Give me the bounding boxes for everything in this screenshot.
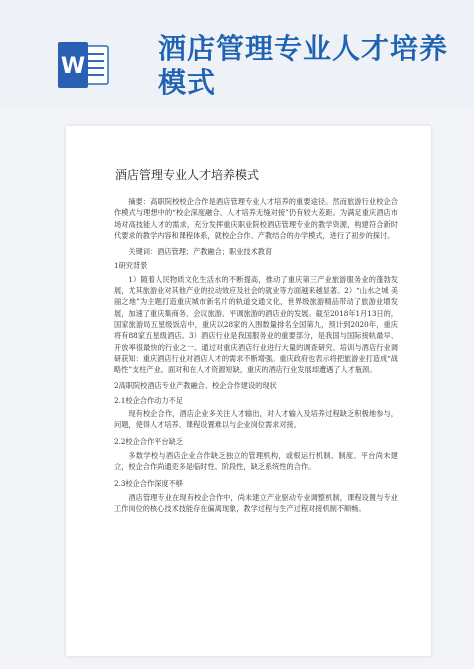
header-banner [0,0,474,110]
body-paragraph: 现有校企合作，酒店企业多关注人才输出，对人才输入及培养过程缺乏积极地参与，问题，使得人才培养、课程设置难以与企业岗位需求对接。 [114,409,398,430]
body-paragraph: 1）随着人民物质文化生活水的不断提高，推动了重庆第三产业旅游服务业的蓬勃发展，尤其旅游业对其他产业的拉动效应及社会的就业等方面越来越显著。2）“山水之城 美丽之地”为主题打造重庆城市新名片的轨道交通文化，世界级旅游精品带动了旅游业增发展，加速了重庆集商务、会议旅游、平调旅游的酒店业的发展。截至2018年1月13日的，国家旅游局五星级饭店中，重庆以28家的入围数量排名全国第九，预计到2020年，重庆将有88家五星级酒店。3）酒店行业是我国服务业的重要部分，是我国与国际接轨最早、开放率很最快的行业之一。通过对重庆酒店行业进行大量的调查研究、培训与酒店行业调研获知：重庆酒店行业对酒店人才的需求不断增强。重庆政府也表示将把旅游业打造成“战略性”支柱产业。面对和在人才资源短缺，重庆的酒店行业发展却遭遇了人才瓶颈。 [114,274,398,375]
page-title-line2: 模式 [158,66,217,99]
body-paragraph: 酒店管理专业在现有校企合作中，尚未建立产业驱动专业调整机制，课程设置与专业工作岗位的核心技术技能存在偏离现象，教学过程与生产过程对接机制不顺畅。 [114,492,398,514]
subsection-heading: 2.2校企合作平台缺乏 [114,436,183,446]
body-paragraph: 多数学校与酒店企业合作缺乏独立的管理机构，或根运行机制、制度、平台尚未建立，校企合作尚通吏多是临时性、阶段性，缺乏系统性的合作。 [114,450,398,472]
subsection-heading: 2.3校企合作深度不够 [114,478,183,488]
document-page [66,126,431,656]
subsection-heading: 2.1校企合作动力不足 [114,395,183,405]
page-title [158,32,458,100]
section-heading: 1研究背景 [114,261,148,271]
page-title-line1: 酒店管理专业人才培养 [158,32,449,65]
word-document-icon [58,40,110,90]
word-icon-letter: W [60,54,86,79]
abstract-paragraph: 摘要：高职院校校企合作是酒店管理专业人才培养的重要途径。然而旅游行业校企合作模式与理想中的“校企深度融合、人才培养无缝对接”仍有较大差距。为满足重庆酒店市场对高技能人才的需求，充分发挥重庆职业院校酒店管理专业的教学资源，构建符合新时代要求的教学内容和课程体系，就校企合作、产教结合的办学模式，进行了初步的探讨。 [114,197,398,240]
document-title: 酒店管理专业人才培养模式 [115,168,260,182]
section-heading: 2高职院校酒店专业产教融合、校企合作建设的现状 [114,381,277,391]
keywords-line: 关键词：酒店管理；产教融合；职业技术教育 [128,247,273,257]
document-body [114,196,398,514]
